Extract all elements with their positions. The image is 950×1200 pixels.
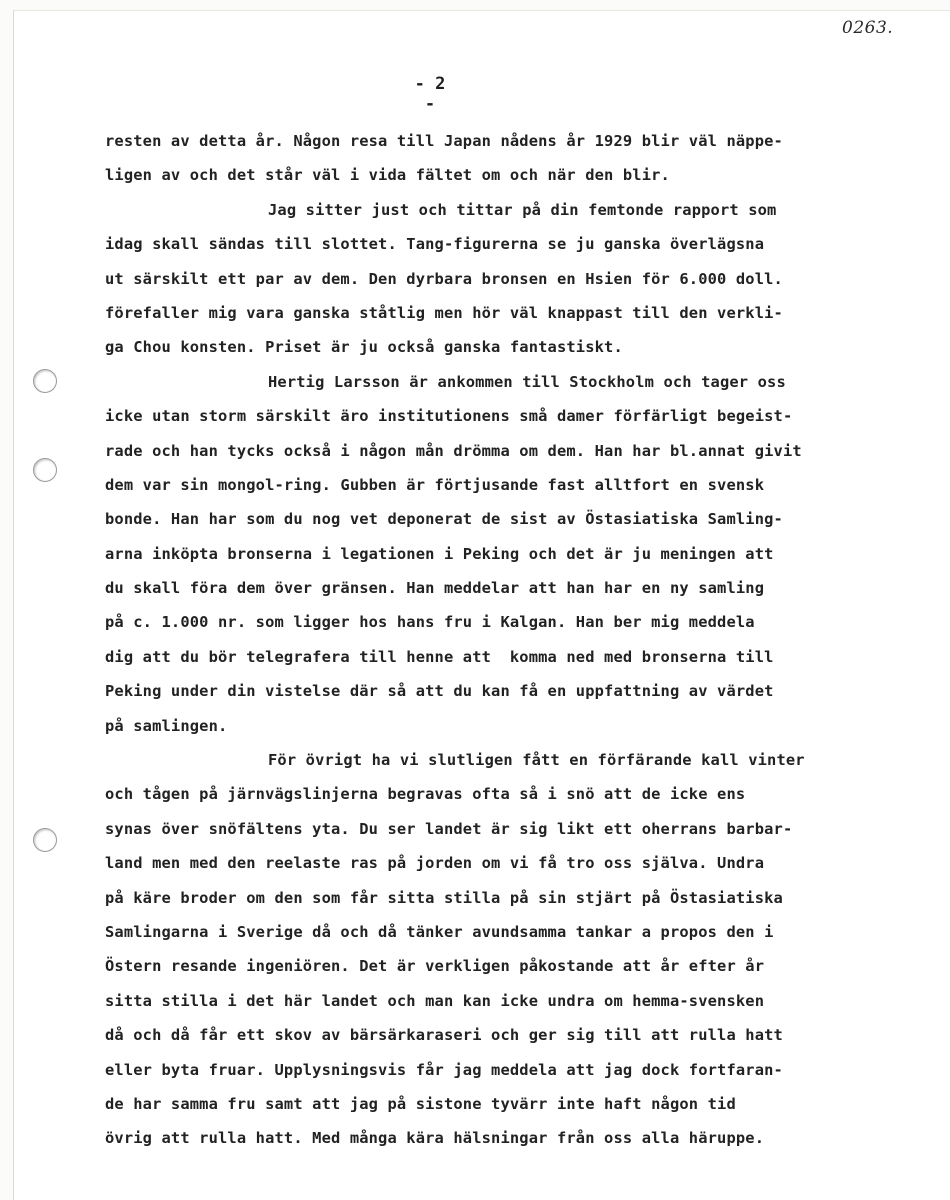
letter-body <box>105 128 880 1160</box>
text-line: dem var sin mongol-ring. Gubben är förtjusande fast alltfort en svensk <box>105 475 765 494</box>
text-line: eller byta fruar. Upplysningsvis får jag meddela att jag dock fortfaran- <box>105 1060 783 1079</box>
text-line: Hertig Larsson är ankommen till Stockholm och tager oss <box>268 372 786 391</box>
text-line: icke utan storm särskilt äro institutionens små damer förfärligt begeist- <box>105 407 793 426</box>
archive-number: 0263. <box>842 18 894 38</box>
text-line: på c. 1.000 nr. som ligger hos hans fru i Kalgan. Han ber mig meddela <box>105 613 755 632</box>
text-line: sitta stilla i det här landet och man kan icke undra om hemma-svensken <box>105 991 765 1010</box>
text-line: förefaller mig vara ganska ståtlig men hör väl knappast till den verkli- <box>105 303 783 322</box>
text-line: på samlingen. <box>105 716 228 735</box>
text-line: bonde. Han har som du nog vet deponerat de sist av Östasiatiska Samling- <box>105 510 783 529</box>
text-line: ut särskilt ett par av dem. Den dyrbara bronsen en Hsien för 6.000 doll. <box>105 269 783 288</box>
text-line: dig att du bör telegrafera till henne att komma ned med bronserna till <box>105 647 774 666</box>
punch-hole <box>33 369 57 393</box>
text-line: Peking under din vistelse där så att du kan få en uppfattning av värdet <box>105 682 774 701</box>
text-line: rade och han tycks också i någon mån drömma om dem. Han har bl.annat givit <box>105 441 802 460</box>
text-line: övrig att rulla hatt. Med många kära hälsningar från oss alla häruppe. <box>105 1129 765 1148</box>
text-line: För övrigt ha vi slutligen fått en förfärande kall vinter <box>268 751 805 770</box>
text-line: ga Chou konsten. Priset är ju också ganska fantastiskt. <box>105 338 623 357</box>
text-line: Samlingarna i Sverige då och då tänker avundsamma tankar a propos den i <box>105 922 774 941</box>
text-line: land men med den reelaste ras på jorden om vi få tro oss själva. Undra <box>105 854 765 873</box>
text-line: resten av detta år. Någon resa till Japan nådens år 1929 blir väl näppe- <box>105 132 783 150</box>
text-line: Jag sitter just och tittar på din femtonde rapport som <box>268 200 777 219</box>
text-line: ligen av och det står väl i vida fältet om och när den blir. <box>105 166 670 185</box>
punch-hole <box>33 458 57 482</box>
text-line: idag skall sändas till slottet. Tang-figurerna se ju ganska överlägsna <box>105 235 765 254</box>
text-line: du skall föra dem över gränsen. Han meddelar att han har en ny samling <box>105 579 765 598</box>
text-line: och tågen på järnvägslinjerna begravas ofta så i snö att de icke ens <box>105 785 746 804</box>
text-line: de har samma fru samt att jag på sistone tyvärr inte haft någon tid <box>105 1094 736 1113</box>
text-line: synas över snöfältens yta. Du ser landet är sig likt ett oherrans barbar- <box>105 819 793 838</box>
text-line: Östern resande ingeniören. Det är verkligen påkostande att år efter år <box>105 957 765 976</box>
text-line: arna inköpta bronserna i legationen i Peking och det är ju meningen att <box>105 544 774 563</box>
text-line: på käre broder om den som får sitta stilla på sin stjärt på Östasiatiska <box>105 888 783 907</box>
text-line: då och då får ett skov av bärsärkaraseri och ger sig till att rulla hatt <box>105 1026 783 1045</box>
page-number: - 2 - <box>414 74 446 114</box>
punch-hole <box>33 828 57 852</box>
